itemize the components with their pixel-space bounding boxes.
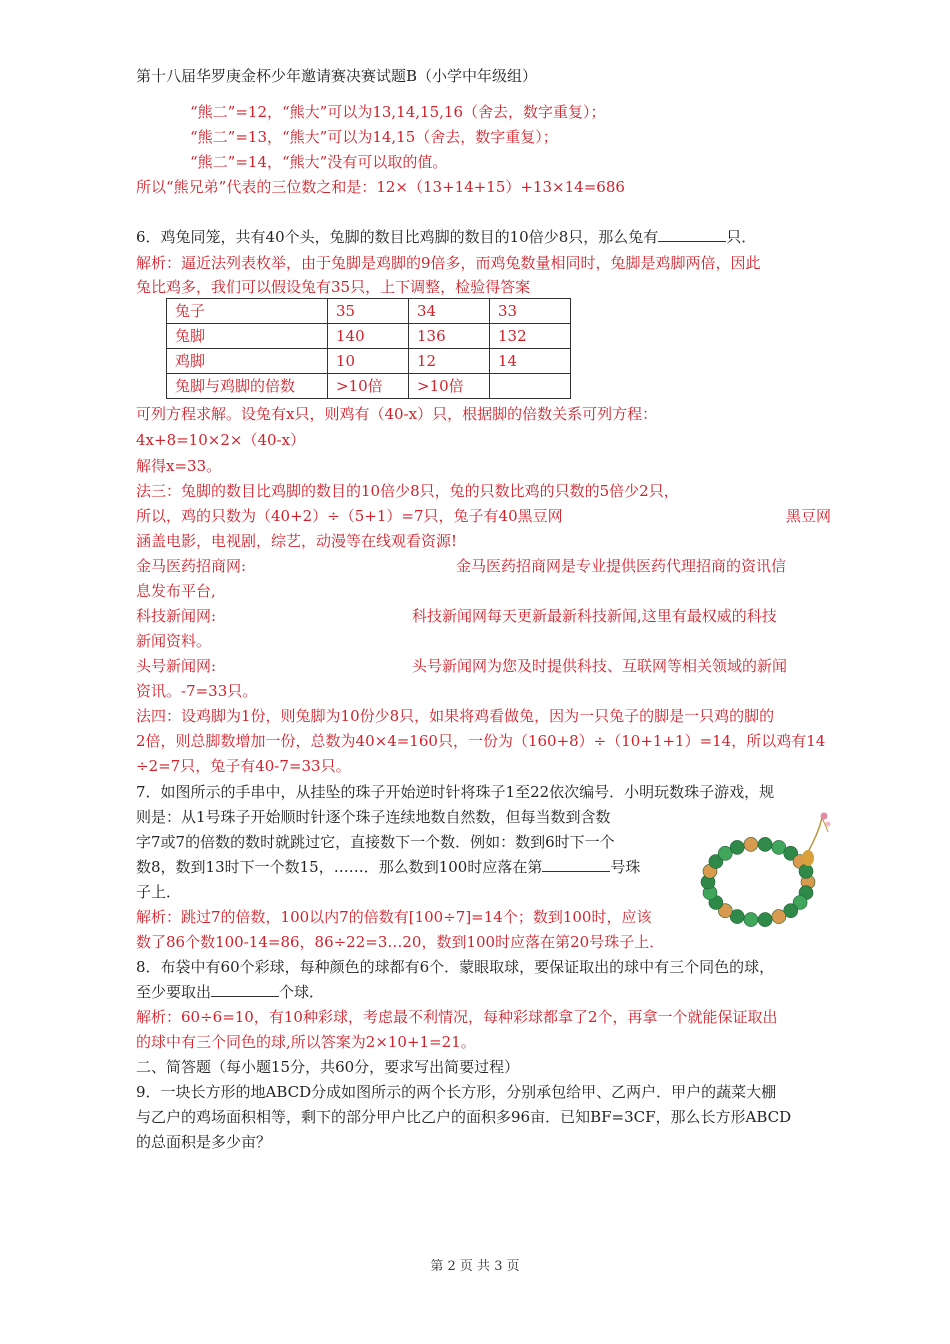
ad-line: 新闻资料。 (136, 632, 212, 650)
table-cell: 10 (328, 349, 409, 374)
question-9-line: 9．一块长方形的地ABCD分成如图所示的两个长方形，分别承包给甲、乙两户．甲户的蔬菜大棚 (136, 1083, 777, 1101)
table-row (167, 299, 571, 324)
method-line: 2倍，则总脚数增加一份，总数为40×4=160只，一份为（160+8）÷（10+1+1）=14，所以鸡有14 (136, 732, 826, 750)
solution-line: 所以“熊兄弟”代表的三位数之和是：12×（13+14+15）+13×14=686 (136, 178, 625, 196)
bead-bracelet-icon (690, 812, 840, 932)
question-text-part: 至少要取出 (136, 983, 212, 1001)
page-footer: 第 2 页 共 3 页 (430, 1259, 520, 1274)
analysis-line: 解析：60÷6=10，有10种彩球，考虑最不利情况，每种彩球都拿了2个，再拿一个就能保证取出 (136, 1008, 778, 1026)
bead (744, 913, 758, 927)
analysis-line: 解析：跳过7的倍数，100以内7的倍数有[100÷7]=14个；数到100时，应该 (136, 908, 652, 926)
method-line: ÷2=7只，兔子有40-7=33只。 (136, 757, 351, 775)
answer-blank (211, 982, 279, 997)
table-cell (490, 374, 571, 399)
analysis-line: 数了86个数100-14=86，86÷22=3…20，数到100时应落在第20号珠子上． (136, 933, 665, 951)
bead (758, 837, 772, 851)
answer-blank (658, 227, 726, 242)
method-line: 法四：设鸡脚为1份，则兔脚为10份少8只，如果将鸡看做兔，因为一只兔子的脚是一只鸡的脚的 (136, 707, 775, 725)
table-cell: 140 (328, 324, 409, 349)
table-cell: 34 (409, 299, 490, 324)
ad-link-top-news[interactable]: 头号新闻网为您及时提供科技、互联网等相关领域的新闻 (412, 657, 788, 675)
question-7-line: 子上． (136, 883, 182, 901)
ad-line: 息发布平台, (136, 582, 216, 600)
section-title: 二、简答题（每小题15分，共60分，要求写出简要过程） (136, 1058, 520, 1076)
method-line: 可列方程求解。设兔有x只，则鸡有（40-x）只，根据脚的倍数关系可列方程： (136, 405, 658, 423)
enumeration-table (166, 298, 571, 399)
solution-line: “熊二”=12，“熊大”可以为13,14,15,16（舍去，数字重复）； (190, 103, 606, 121)
question-7-line: 字7或7的倍数的数时就跳过它，直接数下一个数．例如：数到6时下一个 (136, 833, 615, 851)
table-cell: >10倍 (409, 374, 490, 399)
method-line: 法三：兔脚的数目比鸡脚的数目的10倍少8只，兔的只数比鸡的只数的5倍少2只， (136, 482, 679, 500)
exam-header-title: 第十八届华罗庚金杯少年邀请赛决赛试题B（小学中年级组） (136, 67, 538, 85)
solution-line: “熊二”=13，“熊大”可以为14,15（舍去，数字重复）； (190, 128, 558, 146)
method-line: 4x+8=10×2×（40-x） (136, 431, 306, 449)
table-cell: 136 (409, 324, 490, 349)
table-row (167, 324, 571, 349)
question-9-line: 的总面积是多少亩？ (136, 1133, 272, 1151)
bead (758, 913, 772, 927)
question-text-part: 只． (726, 228, 757, 246)
analysis-line: 的球中有三个同色的球,所以答案为2×10+1=21。 (136, 1033, 476, 1051)
method-line: 解得x=33。 (136, 457, 222, 475)
question-text-part: 个球． (279, 983, 325, 1001)
ad-line: 资讯。-7=33只。 (136, 682, 258, 700)
ad-link-heidou[interactable]: 黑豆网 (786, 507, 832, 525)
question-text-part: 号珠 (610, 858, 641, 876)
bead (799, 864, 813, 878)
answer-blank (542, 857, 610, 872)
question-9-line: 与乙户的鸡场面积相等，剩下的部分甲户比乙户的面积多96亩．已知BF=3CF，那么长方形ABCD (136, 1108, 792, 1126)
question-8-line: 8．布袋中有60个彩球，每种颜色的球都有6个．蒙眼取球，要保证取出的球中有三个同色的球， (136, 958, 775, 976)
question-text-part: 6．鸡兔同笼，共有40个头，兔脚的数目比鸡脚的数目的10倍少8只，那么兔有 (136, 228, 659, 246)
table-row (167, 349, 571, 374)
method-line: 所以，鸡的只数为（40+2）÷（5+1）=7只，兔子有40黑豆网 (136, 507, 563, 525)
ad-link-jinma[interactable]: 金马医药招商网是专业提供医药代理招商的资讯信 (456, 557, 787, 575)
question-7-line: 则是：从1号珠子开始顺时针逐个珠子连续地数自然数，但每当数到含数 (136, 808, 611, 826)
table-cell: 兔脚 (167, 324, 328, 349)
question-7-line (136, 857, 640, 877)
ad-line: 涵盖电影，电视剧，综艺，动漫等在线观看资源! (136, 532, 458, 550)
table-cell: >10倍 (328, 374, 409, 399)
table-cell: 132 (490, 324, 571, 349)
table-row (167, 374, 571, 399)
question-7-line: 7．如图所示的手串中，从挂坠的珠子开始逆时针将珠子1至22依次编号．小明玩数珠子游戏，规 (136, 783, 775, 801)
table-cell: 14 (490, 349, 571, 374)
bead (744, 837, 758, 851)
table-cell: 33 (490, 299, 571, 324)
bead (730, 840, 744, 854)
ad-label: 金马医药招商网: (136, 557, 247, 575)
analysis-line: 兔比鸡多，我们可以假设兔有35只，上下调整，检验得答案 (136, 278, 531, 296)
ad-link-tech-news[interactable]: 科技新闻网每天更新最新科技新闻,这里有最权威的科技 (412, 607, 777, 625)
question-text-part: 数8，数到13时下一个数15，……．那么数到100时应落在第 (136, 858, 543, 876)
solution-line: “熊二”=14，“熊大”没有可以取的值。 (190, 153, 448, 171)
table-cell: 兔脚与鸡脚的倍数 (167, 374, 328, 399)
table-cell: 35 (328, 299, 409, 324)
question-6-text (136, 227, 756, 247)
table-cell: 12 (409, 349, 490, 374)
analysis-line: 解析：逼近法列表枚举，由于兔脚是鸡脚的9倍多，而鸡兔数量相同时，兔脚是鸡脚两倍，因此 (136, 254, 761, 272)
table-cell: 鸡脚 (167, 349, 328, 374)
bead (772, 910, 786, 924)
table-cell: 兔子 (167, 299, 328, 324)
question-8-line (136, 982, 324, 1002)
ad-label: 科技新闻网: (136, 607, 217, 625)
ad-label: 头号新闻网: (136, 657, 217, 675)
